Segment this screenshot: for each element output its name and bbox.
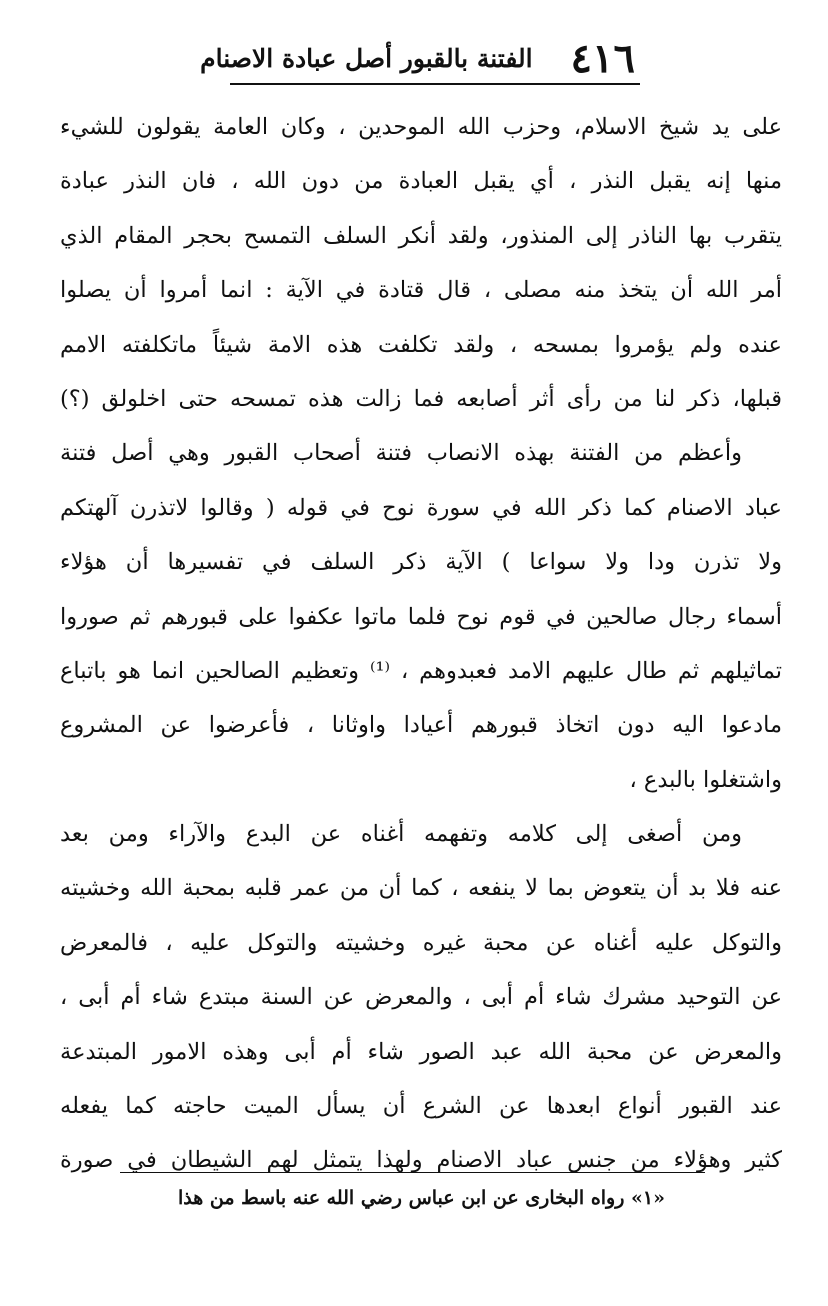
- text-line: عنه فلا بد أن يتعوض بما لا ينفعه ، كما أن من عمر قلبه بمحبة الله وخشيته: [60, 875, 782, 902]
- text-line: والمعرض عن محبة الله عبد الصور شاء أم أبى وهذه الامور المبتدعة: [60, 1038, 782, 1065]
- text-line: ومن أصغى إلى كلامه وتفهمه أغناه عن البدع والآراء ومن بعد: [60, 821, 742, 848]
- text-line: أسماء رجال صالحين في قوم نوح فلما ماتوا عكفوا على قبورهم ثم صوروا: [60, 603, 782, 630]
- text-line: على يد شيخ الاسلام، وحزب الله الموحدين ، وكان العامة يقولون للشيء: [60, 114, 782, 140]
- header-rule: [230, 83, 640, 85]
- running-title: الفتنة بالقبور أصل عبادة الاصنام: [200, 44, 533, 73]
- text-line: والتوكل عليه أغناه عن محبة غيره وخشيته والتوكل عليه ، فالمعرض: [60, 929, 782, 956]
- text-line: عن التوحيد مشرك شاء أم أبى ، والمعرض عن السنة مبتدع شاء أم أبى ،: [60, 984, 782, 1011]
- text-line: أمر الله أن يتخذ منه مصلى ، قال قتادة في الآية : انما أمروا أن يصلوا: [60, 277, 782, 304]
- text-line: ولا تذرن ودا ولا سواعا ) الآية ذكر السلف في تفسيرها أن هؤلاء: [60, 549, 782, 576]
- text-line: كثير وهؤلاء من جنس عباد الاصنام ولهذا يتمثل لهم الشيطان في صورة: [60, 1147, 782, 1174]
- page-header: [200, 35, 635, 82]
- page-number: ٤١٦: [570, 35, 635, 82]
- footnote-rule: [120, 1172, 705, 1173]
- text-line: واشتغلوا بالبدع ،: [629, 766, 782, 793]
- text-line: يتقرب بها الناذر إلى المنذور، ولقد أنكر السلف التمسح بحجر المقام الذي: [60, 222, 782, 249]
- body-text: [60, 100, 782, 1188]
- text-line: وأعظم من الفتنة بهذه الانصاب فتنة أصحاب القبور وهي أصل فتنة: [60, 440, 742, 467]
- text-line: قبلها، ذكر لنا من رأى أثر أصابعه فما زالت هذه تمسحه حتى اخلولق (؟): [60, 385, 782, 412]
- text-line: تماثيلهم ثم طال عليهم الامد فعبدوهم ، ⁽¹⁾ وتعظيم الصالحين انما هو باتباع: [60, 657, 782, 684]
- text-line: عباد الاصنام كما ذكر الله في سورة نوح في قوله ( وقالوا لاتذرن آلهتكم: [60, 494, 782, 521]
- text-line: منها إنه يقبل النذر ، أي يقبل العبادة من دون الله ، فان النذر عبادة: [60, 168, 782, 195]
- text-line: مادعوا اليه دون اتخاذ قبورهم أعيادا واوثانا ، فأعرضوا عن المشروع: [60, 712, 782, 739]
- text-line: عنده ولم يؤمروا بمسحه ، ولقد تكلفت هذه الامة شيئاً ماتكلفته الامم: [60, 331, 782, 358]
- text-line: عند القبور أنواع ابعدها عن الشرع أن يسأل الميت حاجته كما يفعله: [60, 1093, 782, 1120]
- footnote: «١» رواه البخارى عن ابن عباس رضي الله عنه باسط من هذا: [178, 1187, 665, 1209]
